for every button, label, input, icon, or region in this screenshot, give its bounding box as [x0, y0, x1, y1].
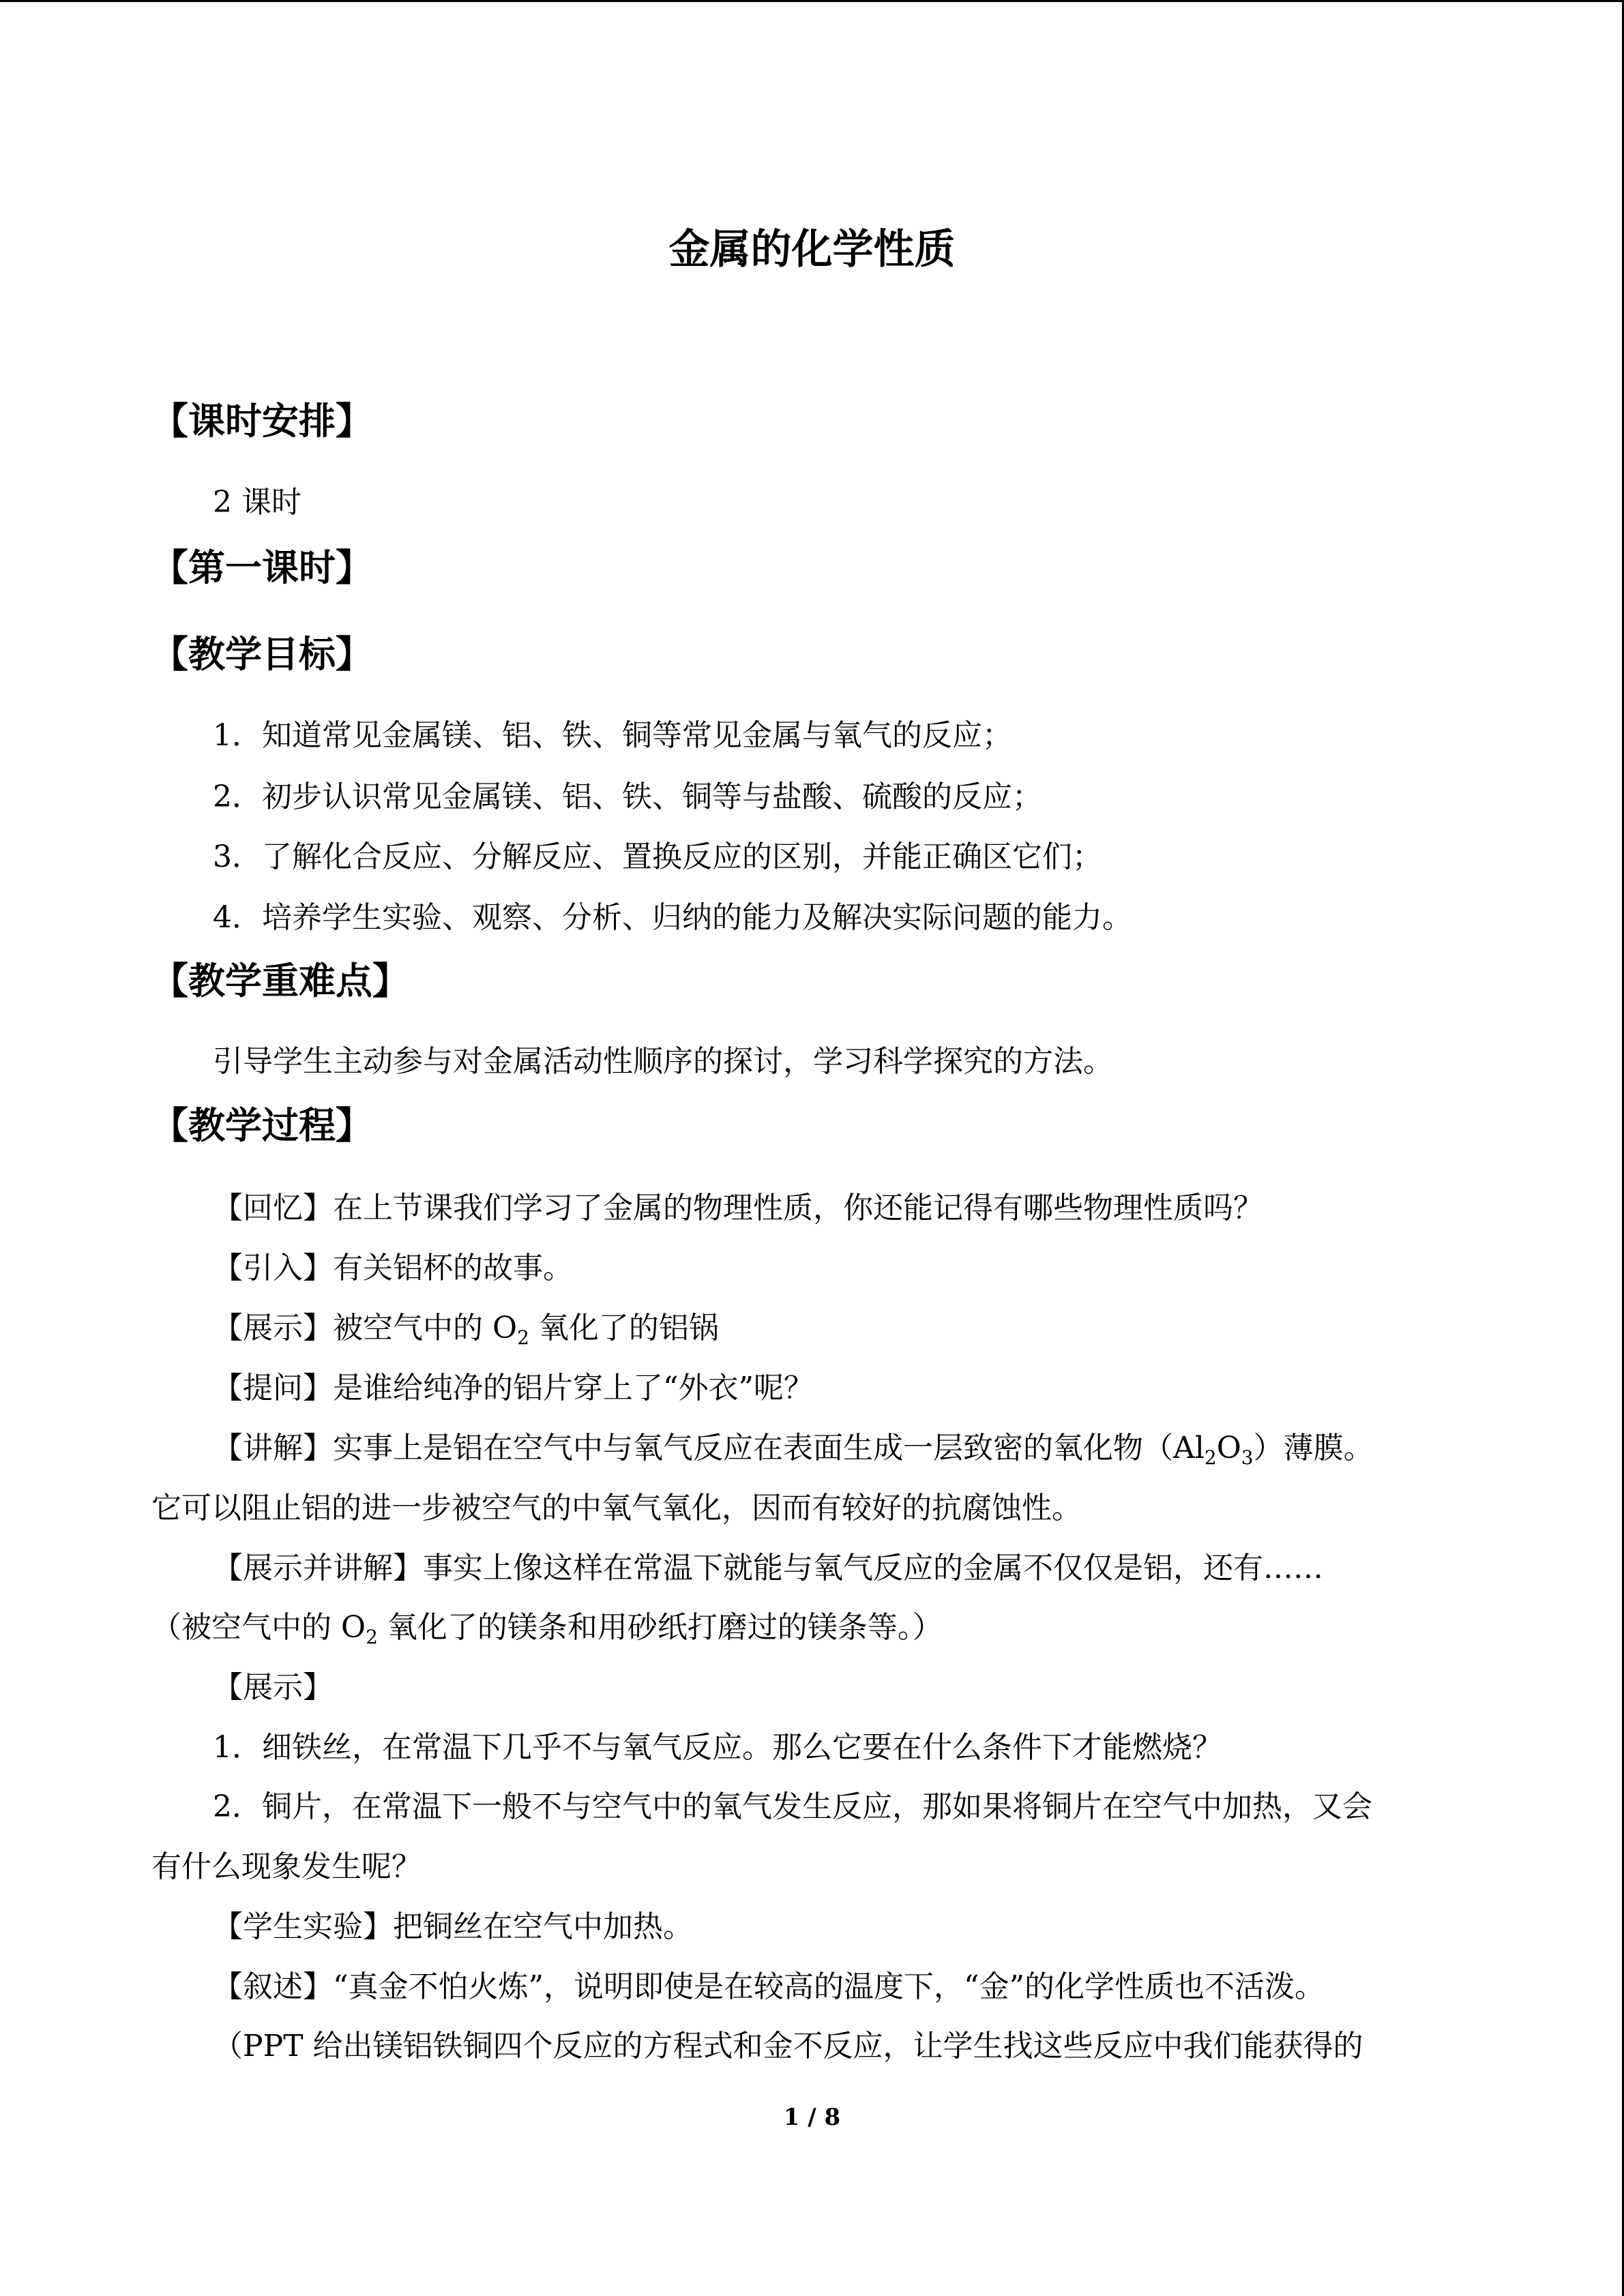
key-text: 引导学生主动参与对金属活动性顺序的探讨，学习科学探究的方法。: [213, 1044, 1113, 1079]
heading-process: 【教学过程】: [151, 1104, 372, 1147]
goal-item-3: 3．了解化合反应、分解反应、置换反应的区别，并能正确区它们；: [213, 839, 1102, 874]
schedule-text: 2 课时: [213, 485, 301, 520]
process-show-explain: 【展示并讲解】事实上像这样在常温下就能与氧气反应的金属不仅仅是铝，还有……: [213, 1551, 1323, 1585]
process-item2-cont: 有什么现象发生呢？: [151, 1849, 422, 1884]
process-explain1-cont: 它可以阻止铝的进一步被空气的中氧气氧化，因而有较好的抗腐蚀性。: [151, 1491, 1082, 1525]
process-show1: 【展示】被空气中的 $O_2$ 氧化了的铝锅: [213, 1311, 719, 1349]
heading-goals: 【教学目标】: [151, 633, 372, 676]
goal-item-2: 2．初步认识常见金属镁、铝、铁、铜等与盐酸、硫酸的反应；: [213, 779, 1042, 814]
heading-lesson1: 【第一课时】: [151, 546, 372, 589]
goal-item-4: 4．培养学生实验、观察、分析、归纳的能力及解决实际问题的能力。: [213, 900, 1132, 935]
process-recall: 【回忆】在上节课我们学习了金属的物理性质，你还能记得有哪些物理性质吗？: [213, 1191, 1263, 1225]
heading-key: 【教学重难点】: [151, 959, 409, 1002]
goal-item-1: 1．知道常见金属镁、铝、铁、铜等常见金属与氧气的反应；: [213, 718, 1012, 753]
page-number: 1 / 8: [783, 2104, 841, 2131]
process-item2: 2．铜片，在常温下一般不与空气中的氧气发生反应，那如果将铜片在空气中加热，又会: [213, 1789, 1372, 1824]
process-item1: 1．细铁丝，在常温下几乎不与氧气反应。那么它要在什么条件下才能燃烧？: [213, 1730, 1222, 1765]
page-title: 金属的化学性质: [668, 226, 956, 273]
top-border: [0, 0, 1624, 2]
heading-schedule: 【课时安排】: [151, 400, 372, 443]
process-intro: 【引入】有关铝杯的故事。: [213, 1251, 573, 1285]
process-show-explain-cont: （被空气中的 $O_2$ 氧化了的镁条和用砂纸打磨过的镁条等。）: [151, 1610, 943, 1648]
process-explain1: 【讲解】实事上是铝在空气中与氧气反应在表面生成一层致密的氧化物$(Al_2O_3)$薄膜。: [213, 1431, 1374, 1469]
process-show2: 【展示】: [213, 1670, 333, 1705]
process-narrate: 【叙述】“真金不怕火炼”，说明即使是在较高的温度下，“金”的化学性质也不活泼。: [213, 1969, 1325, 2004]
process-question: 【提问】是谁给纯净的铝片穿上了“外衣”呢？: [213, 1371, 814, 1405]
process-experiment: 【学生实验】把铜丝在空气中加热。: [213, 1909, 693, 1944]
process-ppt: （PPT 给出镁铝铁铜四个反应的方程式和金不反应，让学生找这些反应中我们能获得的: [213, 2029, 1363, 2063]
